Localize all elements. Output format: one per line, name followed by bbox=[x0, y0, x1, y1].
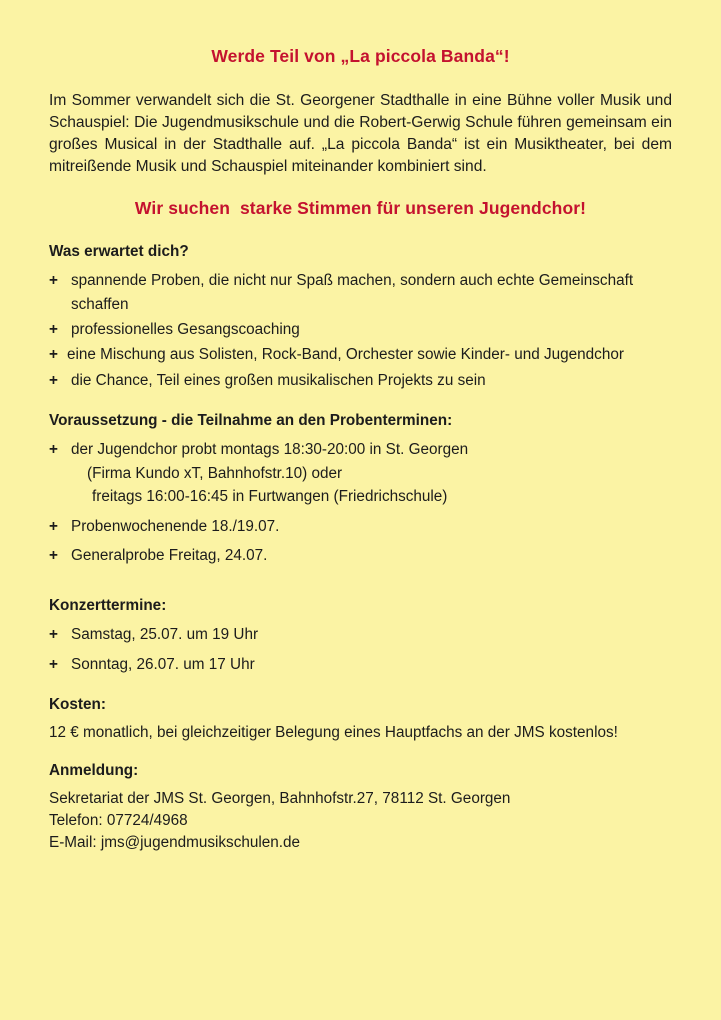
plus-icon: + bbox=[49, 547, 58, 565]
plus-icon: + bbox=[49, 346, 58, 364]
section-what-to-expect bbox=[49, 242, 672, 392]
registration-email: E-Mail: jms@jugendmusikschulen.de bbox=[49, 834, 301, 852]
list-item bbox=[49, 438, 672, 461]
plus-icon: + bbox=[49, 272, 58, 290]
what-to-expect-list bbox=[49, 269, 672, 392]
section-concert-dates bbox=[49, 596, 672, 676]
list-item-text: Sonntag, 26.07. um 17 Uhr bbox=[71, 655, 255, 673]
section-heading-what-to-expect: Was erwartet dich? bbox=[49, 243, 189, 261]
list-item bbox=[49, 653, 672, 676]
list-item bbox=[49, 515, 672, 538]
list-item-text: Generalprobe Freitag, 24.07. bbox=[71, 547, 268, 565]
list-item-text: Probenwochenende 18./19.07. bbox=[71, 517, 280, 535]
intro-paragraph: Im Sommer verwandelt sich die St. Georgener Stadthalle in eine Bühne voller Musik und Schauspiel: Die Jugendmusikschule und die Robert-Gerwig Schule führen gemeinsam ein großes Musical in der Stadthalle auf. „La piccola Banda“ ist ein Musiktheater, bei dem mitreißende Musik und Schauspiel miteinander kombiniert sind. bbox=[49, 91, 672, 176]
requirements-list bbox=[49, 438, 672, 461]
spacer bbox=[49, 678, 672, 695]
list-item-text: professionelles Gesangscoaching bbox=[71, 320, 300, 338]
registration-address: Sekretariat der JMS St. Georgen, Bahnhofstr.27, 78112 St. Georgen bbox=[49, 790, 511, 808]
requirements-list-continued bbox=[49, 515, 672, 568]
plus-icon: + bbox=[49, 320, 58, 338]
list-item-text: der Jugendchor probt montags 18:30-20:00 in St. Georgen bbox=[71, 441, 469, 459]
spacer bbox=[49, 744, 672, 761]
section-registration bbox=[49, 761, 672, 854]
list-item bbox=[49, 318, 672, 341]
section-heading-registration: Anmeldung: bbox=[49, 762, 139, 780]
section-heading-concert-dates: Konzerttermine: bbox=[49, 597, 167, 615]
section-heading-requirements: Voraussetzung - die Teilnahme an den Probenterminen: bbox=[49, 412, 453, 430]
section-costs bbox=[49, 695, 672, 744]
plus-icon: + bbox=[49, 371, 58, 389]
spacer bbox=[49, 394, 672, 411]
plus-icon: + bbox=[49, 626, 58, 644]
section-requirements bbox=[49, 411, 672, 567]
list-item bbox=[49, 269, 672, 316]
rehearsal-location-line: (Firma Kundo xT, Bahnhofstr.10) oder bbox=[87, 465, 343, 483]
call-for-singers-subtitle: Wir suchen starke Stimmen für unseren Jugendchor! bbox=[134, 198, 587, 219]
list-item-text: die Chance, Teil eines großen musikalischen Projekts zu sein bbox=[71, 371, 486, 389]
costs-body: 12 € monatlich, bei gleichzeitiger Belegung eines Hauptfachs an der JMS kostenlos! bbox=[49, 723, 618, 741]
list-item bbox=[49, 623, 672, 646]
plus-icon: + bbox=[49, 655, 58, 673]
page-title: Werde Teil von „La piccola Banda“! bbox=[211, 46, 510, 66]
list-item bbox=[49, 343, 672, 366]
list-item-text: spannende Proben, die nicht nur Spaß machen, sondern auch echte Gemeinschaft schaffen bbox=[71, 272, 634, 313]
plus-icon: + bbox=[49, 517, 58, 535]
spacer bbox=[49, 569, 672, 596]
section-heading-costs: Kosten: bbox=[49, 696, 106, 714]
list-item bbox=[49, 544, 672, 567]
list-item-text: Samstag, 25.07. um 19 Uhr bbox=[71, 626, 259, 644]
concert-dates-list bbox=[49, 623, 672, 676]
list-item bbox=[49, 369, 672, 392]
plus-icon: + bbox=[49, 441, 58, 459]
registration-phone: Telefon: 07724/4968 bbox=[49, 812, 188, 830]
list-item-text: eine Mischung aus Solisten, Rock-Band, Orchester sowie Kinder- und Jugendchor bbox=[67, 346, 624, 364]
rehearsal-alt-time-line: freitags 16:00-16:45 in Furtwangen (Friedrichschule) bbox=[92, 488, 448, 506]
